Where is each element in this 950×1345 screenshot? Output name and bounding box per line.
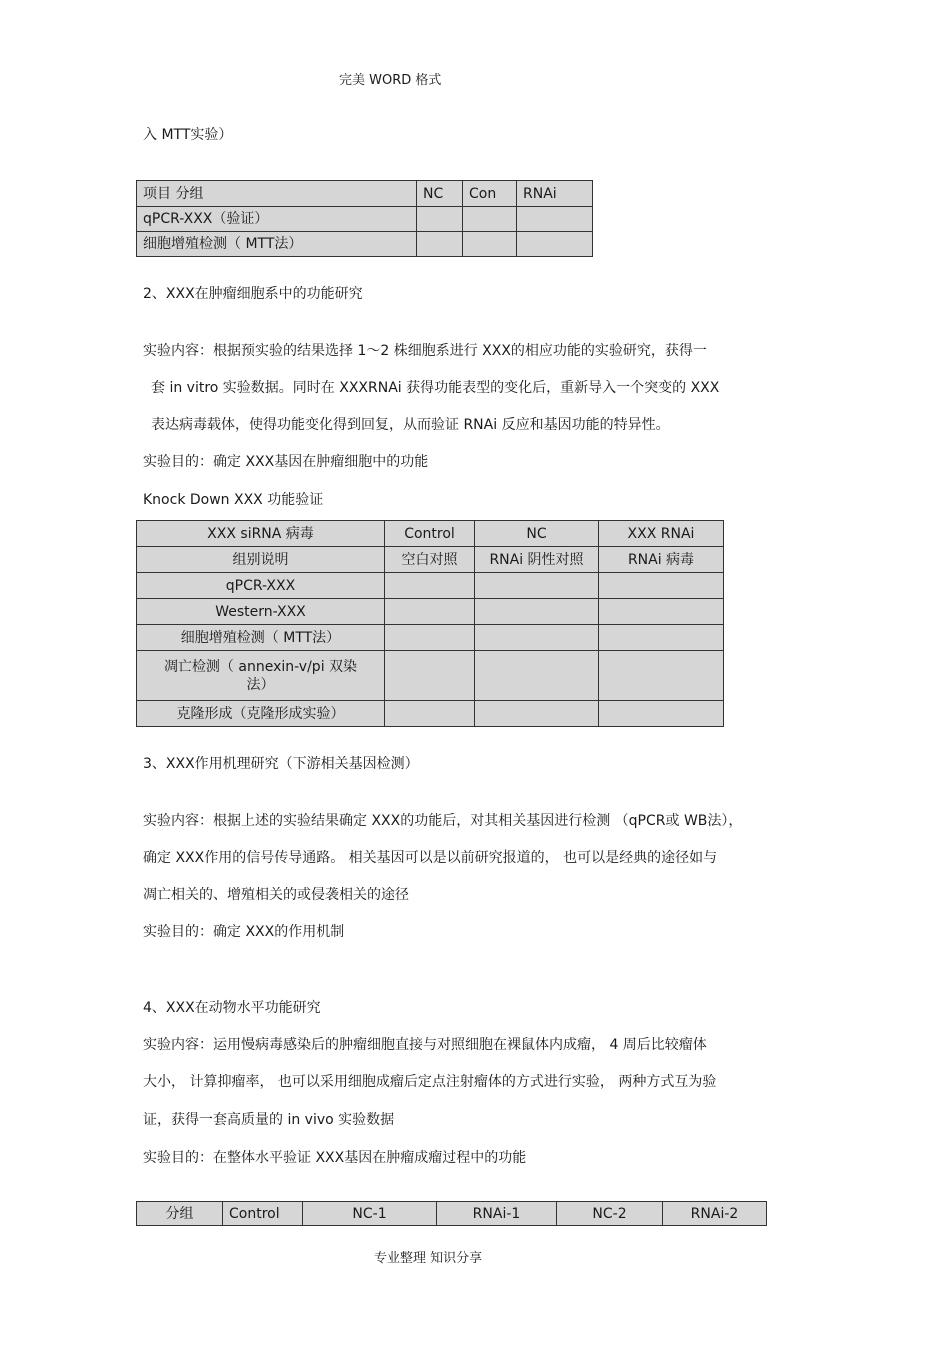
table-cell: [385, 599, 475, 625]
section2-content-line: 套 in vitro 实验数据。同时在 XXXRNAi 获得功能表型的变化后，重新导入一个突变的 XXX: [151, 380, 720, 396]
table-cell: Control: [223, 1202, 303, 1226]
table-cell: 组别说明: [137, 547, 385, 573]
table-groups-mtt: [136, 180, 593, 257]
table-cell: RNAi 阴性对照: [475, 547, 599, 573]
table-cell: [385, 651, 475, 701]
table-row: [137, 701, 724, 727]
section2-purpose: 实验目的：确定 XXX基因在肿瘤细胞中的功能: [143, 454, 429, 470]
table-cell: NC-2: [557, 1202, 663, 1226]
table-cell: [599, 651, 724, 701]
table-cell: [475, 625, 599, 651]
table-knockdown: [136, 520, 724, 727]
table-cell: [475, 573, 599, 599]
table-cell: NC-1: [303, 1202, 437, 1226]
table-row: [137, 1202, 767, 1226]
section2-content-line: 实验内容：根据预实验的结果选择 1～2 株细胞系进行 XXX的相应功能的实验研究，获得一: [143, 343, 707, 359]
table-cell: [475, 651, 599, 701]
table-cell: [517, 232, 593, 257]
table-cell: [475, 701, 599, 727]
table-cell: XXX RNAi: [599, 521, 724, 547]
table-row: [137, 599, 724, 625]
table-cell: RNAi: [517, 181, 593, 207]
table-row: [137, 207, 593, 232]
table-cell: [417, 232, 463, 257]
table-cell: 细胞增殖检测（ MTT法）: [137, 232, 417, 257]
section3-purpose: 实验目的：确定 XXX的作用机制: [143, 924, 345, 940]
page-footer: 专业整理 知识分享: [374, 1251, 483, 1266]
table-row: [137, 521, 724, 547]
table-cell: 细胞增殖检测（ MTT法）: [137, 625, 385, 651]
table-cell: [385, 701, 475, 727]
table-cell: [463, 232, 517, 257]
table-cell: RNAi-1: [437, 1202, 557, 1226]
table-row: [137, 181, 593, 207]
table-cell: NC: [475, 521, 599, 547]
table-animal-groups: [136, 1201, 767, 1226]
table-cell: [385, 625, 475, 651]
table-cell: [463, 207, 517, 232]
section3-title: 3、XXX作用机理研究（下游相关基因检测）: [143, 756, 419, 772]
table-cell: RNAi-2: [663, 1202, 767, 1226]
section3-content-line: 实验内容：根据上述的实验结果确定 XXX的功能后，对其相关基因进行检测 （qPCR或 WB法），: [143, 813, 743, 829]
table-row: [137, 625, 724, 651]
table-cell: [385, 573, 475, 599]
table-row: [137, 651, 724, 701]
table-cell: 分组: [137, 1202, 223, 1226]
table-cell: [417, 207, 463, 232]
section2-content-line: 表达病毒载体，使得功能变化得到回复，从而验证 RNAi 反应和基因功能的特异性。: [151, 417, 670, 433]
table-cell: [599, 625, 724, 651]
table-row: [137, 547, 724, 573]
table-cell: [599, 573, 724, 599]
table-cell: 克隆形成（克隆形成实验）: [137, 701, 385, 727]
page-header: 完美 WORD 格式: [339, 73, 442, 88]
table-cell: Control: [385, 521, 475, 547]
intro-line: 入 MTT实验）: [143, 127, 233, 143]
table-cell: [599, 599, 724, 625]
table-cell: qPCR-XXX（验证）: [137, 207, 417, 232]
section3-content-line: 确定 XXX作用的信号传导通路。 相关基因可以是以前研究报道的， 也可以是经典的途径如与: [143, 850, 718, 866]
table-cell: Western-XXX: [137, 599, 385, 625]
section4-content-line: 实验内容：运用慢病毒感染后的肿瘤细胞直接与对照细胞在裸鼠体内成瘤， 4 周后比较瘤体: [143, 1037, 707, 1053]
section4-purpose: 实验目的：在整体水平验证 XXX基因在肿瘤成瘤过程中的功能: [143, 1150, 527, 1166]
section3-content-line: 凋亡相关的、增殖相关的或侵袭相关的途径: [143, 887, 409, 903]
table-row: [137, 573, 724, 599]
section2-subtitle: Knock Down XXX 功能验证: [143, 492, 324, 508]
table-cell: 项目 分组: [137, 181, 417, 207]
table-cell: XXX siRNA 病毒: [137, 521, 385, 547]
table-cell: [475, 599, 599, 625]
section4-content-line: 证，获得一套高质量的 in vivo 实验数据: [143, 1112, 395, 1128]
section2-title: 2、XXX在肿瘤细胞系中的功能研究: [143, 286, 363, 302]
table-cell: NC: [417, 181, 463, 207]
table-cell: [599, 701, 724, 727]
table-cell: RNAi 病毒: [599, 547, 724, 573]
section4-title: 4、XXX在动物水平功能研究: [143, 1000, 321, 1016]
table-cell: qPCR-XXX: [137, 573, 385, 599]
table-cell: Con: [463, 181, 517, 207]
table-cell: 空白对照: [385, 547, 475, 573]
table-cell: 凋亡检测（ annexin-v/pi 双染法）: [137, 651, 385, 701]
table-row: [137, 232, 593, 257]
table-cell: [517, 207, 593, 232]
section4-content-line: 大小， 计算抑瘤率， 也可以采用细胞成瘤后定点注射瘤体的方式进行实验， 两种方式互为验: [143, 1074, 717, 1090]
